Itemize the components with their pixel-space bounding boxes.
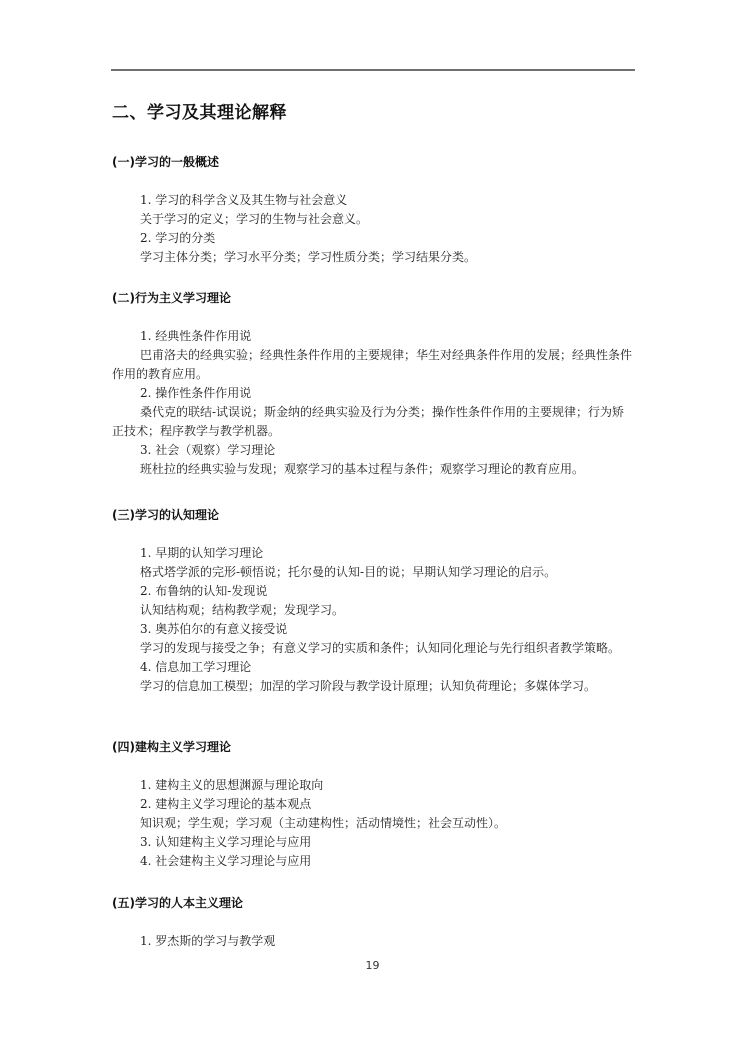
header-rule bbox=[111, 69, 635, 71]
list-item: 3. 社会（观察）学习理论 bbox=[140, 443, 276, 457]
list-item: 4. 信息加工学习理论 bbox=[140, 660, 252, 674]
item-description: 知识观；学生观；学习观（主动建构性；活动情境性；社会互动性）。 bbox=[140, 816, 507, 830]
list-item: 3. 奥苏伯尔的有意义接受说 bbox=[140, 622, 288, 636]
section-cognitive bbox=[112, 507, 636, 696]
list-item: 2. 学习的分类 bbox=[140, 231, 216, 245]
item-description: 关于学习的定义；学习的生物与社会意义。 bbox=[140, 212, 369, 226]
page-title: 二、学习及其理论解释 bbox=[112, 103, 287, 123]
list-item: 2. 建构主义学习理论的基本观点 bbox=[140, 797, 312, 811]
section-heading: (二)行为主义学习理论 bbox=[112, 291, 231, 305]
list-item: 4. 社会建构主义学习理论与应用 bbox=[140, 854, 312, 868]
item-description: 认知结构观；结构教学观；发现学习。 bbox=[140, 603, 345, 617]
list-item: 1. 经典性条件作用说 bbox=[140, 329, 252, 343]
list-item: 1. 早期的认知学习理论 bbox=[140, 546, 264, 560]
list-item: 2. 操作性条件作用说 bbox=[140, 386, 252, 400]
section-heading: (四)建构主义学习理论 bbox=[112, 740, 231, 754]
item-description: 桑代克的联结-试误说；斯金纳的经典实验及行为分类；操作性条件作用的主要规律；行为矫正技术；程序教学与教学机器。 bbox=[112, 405, 625, 438]
list-item: 1. 罗杰斯的学习与教学观 bbox=[140, 934, 276, 948]
section-behaviorism bbox=[112, 290, 636, 479]
list-item: 1. 学习的科学含义及其生物与社会意义 bbox=[140, 193, 348, 207]
section-humanism bbox=[112, 895, 636, 951]
page-number: 19 bbox=[365, 959, 380, 972]
section-heading: (三)学习的认知理论 bbox=[112, 508, 219, 522]
section-general-overview bbox=[112, 154, 636, 267]
section-heading: (五)学习的人本主义理论 bbox=[112, 896, 243, 910]
item-description: 学习的发现与接受之争；有意义学习的实质和条件；认知同化理论与先行组织者教学策略。 bbox=[140, 641, 621, 655]
list-item: 2. 布鲁纳的认知-发现说 bbox=[140, 584, 268, 598]
item-description: 班杜拉的经典实验与发现；观察学习的基本过程与条件；观察学习理论的教育应用。 bbox=[140, 462, 585, 476]
item-description: 格式塔学派的完形-顿悟说；托尔曼的认知-目的说；早期认知学习理论的启示。 bbox=[140, 565, 557, 579]
list-item: 1. 建构主义的思想渊源与理论取向 bbox=[140, 778, 324, 792]
item-description: 学习的信息加工模型；加涅的学习阶段与教学设计原理；认知负荷理论；多媒体学习。 bbox=[140, 679, 597, 693]
section-constructivism bbox=[112, 739, 636, 871]
section-heading: (一)学习的一般概述 bbox=[112, 155, 219, 169]
item-description: 学习主体分类；学习水平分类；学习性质分类；学习结果分类。 bbox=[140, 250, 477, 264]
item-description: 巴甫洛夫的经典实验；经典性条件作用的主要规律；华生对经典条件作用的发展；经典性条件作用的教育应用。 bbox=[112, 348, 633, 381]
list-item: 3. 认知建构主义学习理论与应用 bbox=[140, 835, 312, 849]
